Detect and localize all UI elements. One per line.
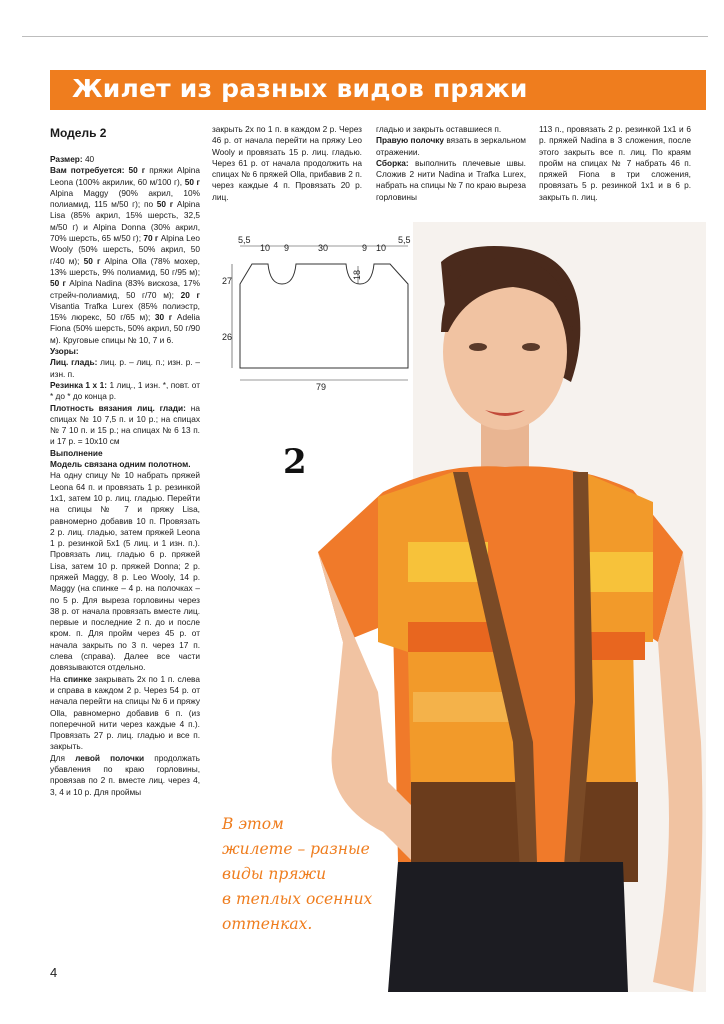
column-1-bold-run: 50 г: [156, 199, 174, 210]
text-column-3: [376, 124, 526, 203]
column-1-paragraph: [50, 448, 200, 459]
column-1-text-run: Alpina Nadina (83% вискоза, 17% стрейч-полиамид, 50 г/70 м);: [50, 278, 201, 300]
column-1-text-run: Alpina Olla (78% мохер, 13% шерсть, 9% полиамид, 50 г/95 м);: [50, 255, 200, 277]
schema-outline: [240, 264, 408, 368]
column-3-paragraph-c: [376, 158, 526, 203]
column-1-bold-run: Резинка 1 х 1:: [50, 379, 107, 390]
column-1-text-run: Alpina Leo Wooly (50% шерсть, 50% акрил, 50 г/40 м);: [50, 233, 200, 266]
column-2-text: закрыть 2х по 1 п. в каждом 2 р. Через 46 р. от начала перейти на пряжу Leo Wooly и провязать 15 р. лиц. гладью. Через 61 р. от начала продолжить на спицах № 6 пряжей Olla, прибавив 2 п. через каждые 4 п. Провязать 20 р. лиц.: [212, 124, 362, 202]
caption-line: оттенках.: [222, 915, 313, 933]
column-1-body: [50, 154, 200, 798]
column-1-text-run: На: [50, 673, 64, 684]
column-1-paragraph: [50, 403, 200, 448]
right-front-text: вязать в зеркальном отражении.: [376, 135, 527, 157]
column-1-bold-run: 70 г: [143, 233, 159, 244]
column-1-text-run: закрывать 2х по 1 п. слева и справа в каждом 2 р. Через 54 р. от начала перейти на спицы № 6 и пряжу Olla, равномерно добавив 6 п. (из поперечной нити через каждые 4 п.). Провязать 27 р. лиц. гладью и все п. закрыть.: [50, 673, 200, 752]
column-1-text-run: 1 лиц., 1 изн. *, повт. от * до * до конца р.: [50, 379, 200, 402]
column-1-paragraph: [50, 753, 200, 798]
column-1-bold-run: 30 г: [154, 312, 173, 323]
column-1-text-run: Alpina Lisa (85% акрил, 15% шерсть, 32,5 м/50 г) и Alpina Donna (30% акрил, 70% шерсть, 65 м/50 г);: [50, 199, 200, 244]
schema-top-label: 5,5: [398, 235, 411, 245]
column-1-text-run: Для: [50, 752, 76, 763]
column-1-bold-run: Размер:: [50, 154, 83, 164]
schema-top-label: 10: [376, 243, 387, 253]
column-1-text-run: пряжи Alpina Leona (100% акрилик, 60 м/100 г),: [50, 165, 200, 187]
right-front-heading: Правую полочку: [376, 135, 445, 146]
schema-top-label: 30: [318, 243, 329, 253]
schema-inner-label: 18: [352, 269, 362, 280]
column-1-bold-run: 50 г: [83, 255, 101, 266]
page-number: 4: [50, 965, 58, 980]
page-title: Жилет из разных видов пряжи: [72, 74, 528, 103]
pattern-schema: [222, 232, 422, 392]
column-1-paragraph: [50, 380, 200, 403]
column-1-bold-run: Узоры:: [50, 346, 79, 357]
text-column-2: [212, 124, 362, 203]
assembly-heading: Сборка:: [376, 157, 409, 168]
column-1-bold-run: 20 г: [180, 289, 200, 300]
schema-top-label: 10: [260, 243, 271, 253]
caption-line: В этом: [222, 815, 284, 833]
column-1-text-run: Visantia Trafka Lurex (85% полиэстр, 15% люрекс, 50 г/65 м);: [50, 300, 200, 323]
column-1-paragraph: [50, 470, 200, 673]
caption-line: виды пряжи: [222, 865, 327, 883]
column-4-text: 113 п., провязать 2 р. резинкой 1х1 и 6 р. пряжей Nadina в 3 сложения, после этого закрыть все п. лиц. По краям пройм на спицах № 7 набрать 46 п. пряжей Fiona в три сложения, провязать 5 р. резинкой 1х1 и в 6 р. закрыть п. лиц.: [539, 124, 691, 202]
schema-left-label: 26: [222, 332, 233, 342]
column-1-paragraph: [50, 459, 200, 470]
column-1-text-run: На одну спицу № 10 набрать пряжей Leona 64 п. и провязать 1 р. резинкой 1х1, затем 10 р. лиц. гладью. Перейти на спицы № 7 и пряжу Lisa, равномерно добавив 10 п. Провязать 2 р. лиц. гладью, затем пряжей Leona 1 р. резинкой 5х1 (5 лиц. и 1 изн. п.). Провязать лиц. гладью 6 р. пряжей Lisa, затем 10 р. пряжей Donna; 2 р. пряжей Maggy, 8 р. Leo Wooly, 14 р. Maggy (на спинке – 4 р. на полочках – по 5 р. Для выреза горловины через 38 р. от начала провязать вместе лиц. первые и последние 2 п. до и после кром. п. Для пройм через 45 р. от начала закрыть по 3 п. через 17 п. слева (справа). Далее все части довязываются отдельно.: [50, 470, 200, 673]
column-1-paragraph: [50, 357, 200, 380]
column-1-paragraph: [50, 154, 200, 165]
schema-bottom-label: 79: [316, 382, 327, 392]
column-1-text-run: лиц. р. – лиц. п.; изн. р. – изн. п.: [50, 357, 200, 379]
caption-line: в теплых осенних: [222, 890, 373, 908]
column-1-paragraph: [50, 346, 200, 357]
schema-top-label: 9: [284, 243, 290, 253]
title-banner: [50, 70, 706, 110]
top-rule: [22, 36, 708, 37]
column-1-paragraph: [50, 165, 200, 346]
schema-top-label: 9: [362, 243, 368, 253]
column-1-bold-run: спинке: [63, 673, 92, 684]
column-1-paragraph: [50, 674, 200, 753]
column-3-text-a: гладью и закрыть оставшиеся п.: [376, 124, 502, 134]
caption-line: жилете – разные: [222, 840, 370, 858]
column-1-bold-run: Плотность вязания лиц. глади:: [50, 402, 186, 413]
schema-top-label: 5,5: [238, 235, 251, 245]
column-1-bold-run: Лиц. гладь:: [50, 357, 98, 368]
column-3-paragraph-b: [376, 135, 526, 158]
assembly-text: выполнить плечевые швы. Сложив 2 нити Nadina и Trafka Lurex, набрать на спицы № 7 по краю выреза горловины: [376, 157, 526, 202]
model-title: Модель 2: [50, 126, 107, 140]
column-1-text-run: на спицах № 10 7,5 п. и 10 р.; на спицах № 7 10 п. и 15 р.; на спицах № 6 13 п. и 17 р. = 10х10 см: [50, 402, 200, 447]
column-1-text-run: Adelia Fiona (50% шерсть, 50% акрил, 50 г/90 м). Круговые спицы № 10, 7 и 6.: [50, 312, 200, 345]
column-1-bold-run: Модель связана одним полотном.: [50, 459, 191, 470]
text-column-1: [50, 124, 200, 798]
column-1-bold-run: 50 г: [184, 176, 200, 187]
column-1-text-run: Alpina Maggy (90% акрил, 10% полиамид, 115 м/50 г); по: [50, 187, 200, 210]
column-1-text-run: 40: [82, 154, 95, 164]
column-1-text-run: продолжать убавления по краю горловины, провязав по 2 п. вместе лиц. через 4, 3, 4 и 10 р. Для проймы: [50, 752, 200, 797]
column-1-bold-run: Выполнение: [50, 447, 103, 458]
photo-caption: [222, 812, 392, 937]
schema-left-label: 27: [222, 276, 233, 286]
column-1-bold-run: 50 г: [50, 278, 66, 289]
column-1-bold-run: Вам потребуется: 50 г: [50, 165, 146, 176]
model-number: 2: [283, 442, 307, 482]
text-column-4: [539, 124, 691, 203]
column-1-bold-run: левой полочки: [75, 752, 145, 763]
